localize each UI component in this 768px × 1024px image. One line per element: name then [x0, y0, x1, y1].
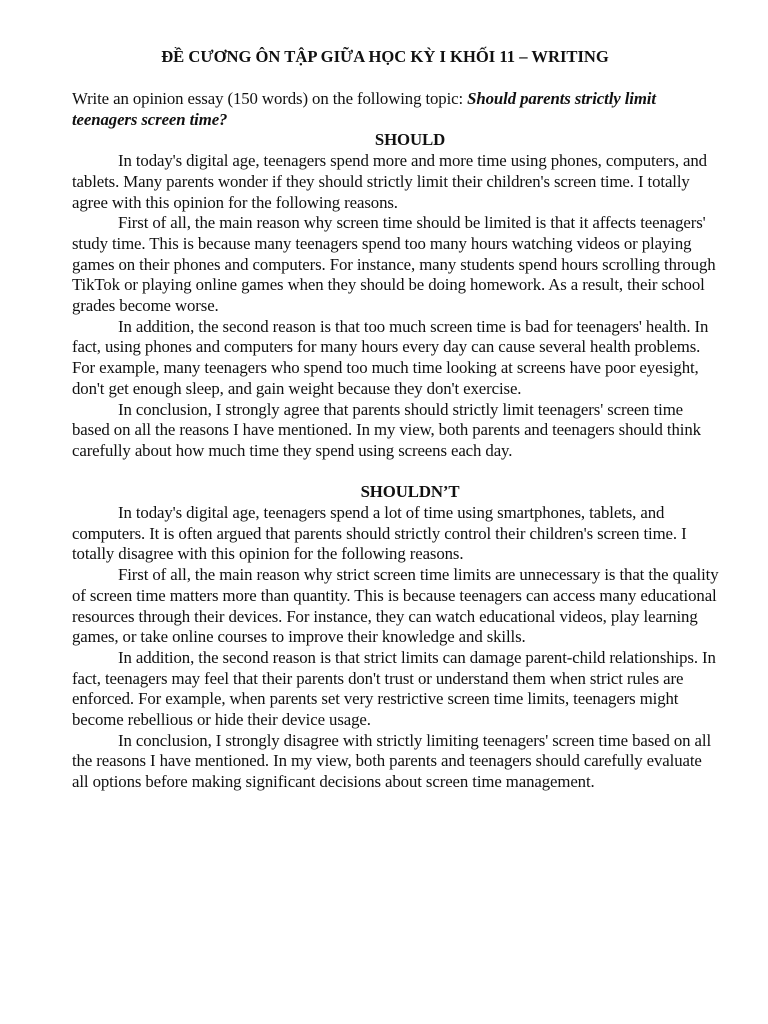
should-paragraph-conclusion: In conclusion, I strongly agree that parents should strictly limit teenagers' screen time based on all the reasons I have mentioned. In my view, both parents and teenagers should think carefully about how much time they spend using screens each day. — [72, 399, 701, 460]
shouldnt-paragraph-reason-1: First of all, the main reason why strict screen time limits are unnecessary is that the quality of screen time matters more than quantity. This is because teenagers can access many educational resources through their devices. For instance, they can watch educational videos, play learning games, or take online courses to improve their knowledge and skills. — [72, 565, 719, 647]
essay-prompt — [72, 89, 720, 130]
document-title: ĐỀ CƯƠNG ÔN TẬP GIỮA HỌC KỲ I KHỐI 11 – WRITING — [161, 47, 609, 66]
section-should — [72, 130, 720, 461]
shouldnt-paragraph-reason-2: In addition, the second reason is that strict limits can damage parent-child relationships. In fact, teenagers may feel that their parents don't trust or understand them when strict rules are enforced. For example, when parents set very restrictive screen time limits, teenagers might become rebellious or hide their device usage. — [72, 647, 716, 730]
prompt-topic: Should parents strictly limit teenagers screen time? — [72, 89, 656, 129]
section-heading-should: SHOULD — [374, 130, 446, 150]
section-shouldnt — [72, 482, 720, 793]
should-paragraph-reason-2: In addition, the second reason is that too much screen time is bad for teenagers' health. In fact, using phones and computers for many hours every day can cause several health problems. For example, many teenagers who spend too much time looking at screens have poor eyesight, don't get enough sleep, and gain weight because they don't exercise. — [72, 316, 709, 398]
shouldnt-paragraph-conclusion: In conclusion, I strongly disagree with strictly limiting teenagers' screen time based on all the reasons I have mentioned. In my view, both parents and teenagers should carefully evaluate all options before making significant decisions about screen time management. — [72, 730, 712, 792]
should-paragraph-intro: In today's digital age, teenagers spend more and more time using phones, computers, and tablets. Many parents wonder if they should strictly limit their children's screen time. I totally agree with this opinion for the following reasons. — [72, 151, 707, 212]
document-body — [72, 89, 720, 793]
section-heading-shouldnt: SHOULDN’T — [360, 482, 460, 502]
prompt-instruction: Write an opinion essay (150 words) on the following topic: — [72, 89, 468, 108]
shouldnt-paragraph-intro: In today's digital age, teenagers spend a lot of time using smartphones, tablets, and computers. It is often argued that parents should strictly control their children's screen time. I totally disagree with this opinion for the following reasons. — [72, 503, 687, 564]
should-paragraph-reason-1: First of all, the main reason why screen time should be limited is that it affects teenagers' study time. This is because many teenagers spend too many hours watching videos or playing games on their phones and computers. For instance, many students spend hours scrolling through TikTok or playing online games when they should be doing homework. As a result, their school grades become worse. — [72, 213, 716, 316]
